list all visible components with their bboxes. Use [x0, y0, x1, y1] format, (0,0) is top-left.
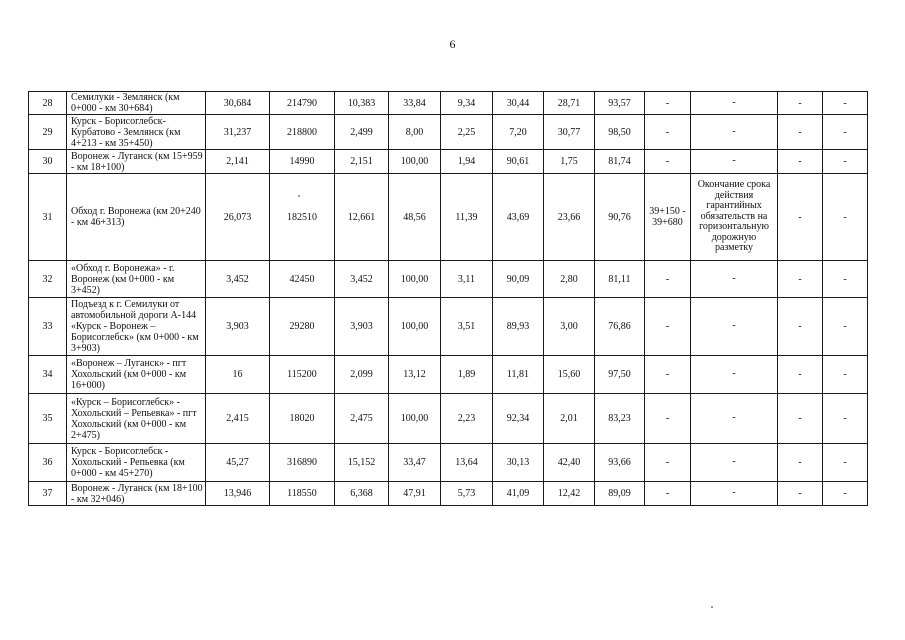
cell-c7: 15,60	[544, 356, 595, 394]
cell-no: 31	[29, 174, 67, 261]
cell-c12: -	[823, 115, 868, 150]
cell-pct-norm: 100,00	[389, 150, 441, 174]
cell-c10: -	[691, 444, 778, 482]
cell-c9: -	[645, 261, 691, 298]
cell-no: 33	[29, 298, 67, 356]
table-row	[29, 261, 868, 298]
cell-c12: -	[823, 92, 868, 115]
cell-length: 31,237	[206, 115, 270, 150]
cell-c10: -	[691, 150, 778, 174]
cell-c6: 41,09	[493, 482, 544, 506]
cell-c10: -	[691, 115, 778, 150]
cell-area: 18020	[270, 394, 335, 444]
cell-no: 28	[29, 92, 67, 115]
table-row	[29, 444, 868, 482]
table-row	[29, 356, 868, 394]
cell-len-norm: 3,452	[335, 261, 389, 298]
cell-c10: -	[691, 92, 778, 115]
cell-c10: -	[691, 356, 778, 394]
cell-len-norm: 12,661	[335, 174, 389, 261]
page-number: 6	[449, 37, 456, 51]
cell-pct-norm: 100,00	[389, 394, 441, 444]
cell-c11: -	[778, 150, 823, 174]
cell-c12: -	[823, 356, 868, 394]
cell-no: 32	[29, 261, 67, 298]
cell-c8: 90,76	[595, 174, 645, 261]
cell-area: 218800	[270, 115, 335, 150]
cell-c7: 30,77	[544, 115, 595, 150]
cell-pct-norm: 48,56	[389, 174, 441, 261]
cell-c6: 90,61	[493, 150, 544, 174]
cell-c12: -	[823, 394, 868, 444]
cell-c8: 83,23	[595, 394, 645, 444]
cell-no: 36	[29, 444, 67, 482]
cell-c5: 2,25	[441, 115, 493, 150]
scan-speck	[711, 606, 713, 608]
cell-c11: -	[778, 356, 823, 394]
cell-c11: -	[778, 92, 823, 115]
cell-c7: 2,80	[544, 261, 595, 298]
cell-c7: 2,01	[544, 394, 595, 444]
cell-c6: 43,69	[493, 174, 544, 261]
cell-len-norm: 2,475	[335, 394, 389, 444]
cell-len-norm: 2,151	[335, 150, 389, 174]
cell-no: 37	[29, 482, 67, 506]
cell-area: 14990	[270, 150, 335, 174]
cell-c6: 30,13	[493, 444, 544, 482]
cell-c5: 9,34	[441, 92, 493, 115]
cell-length: 2,415	[206, 394, 270, 444]
cell-c6: 11,81	[493, 356, 544, 394]
cell-len-norm: 2,499	[335, 115, 389, 150]
cell-area: 214790	[270, 92, 335, 115]
cell-c5: 1,94	[441, 150, 493, 174]
cell-area: 182510	[270, 174, 335, 261]
cell-pct-norm: 100,00	[389, 298, 441, 356]
cell-area: 29280	[270, 298, 335, 356]
cell-c9: -	[645, 115, 691, 150]
cell-name: Воронеж - Луганск (км 15+959 - км 18+100)	[67, 150, 206, 174]
cell-c12: -	[823, 174, 868, 261]
cell-c11: -	[778, 444, 823, 482]
cell-len-norm: 10,383	[335, 92, 389, 115]
cell-c8: 93,66	[595, 444, 645, 482]
cell-c6: 92,34	[493, 394, 544, 444]
table-row	[29, 174, 868, 261]
cell-length: 26,073	[206, 174, 270, 261]
cell-len-norm: 15,152	[335, 444, 389, 482]
cell-c9: -	[645, 150, 691, 174]
cell-c7: 3,00	[544, 298, 595, 356]
cell-length: 13,946	[206, 482, 270, 506]
cell-c10: Окончание срока действия гарантийных обязательств на горизонтальную дорожную разметку	[691, 174, 778, 261]
cell-name: Семилуки - Землянск (км 0+000 - км 30+684)	[67, 92, 206, 115]
cell-length: 3,452	[206, 261, 270, 298]
cell-c10: -	[691, 394, 778, 444]
cell-length: 2,141	[206, 150, 270, 174]
cell-pct-norm: 100,00	[389, 261, 441, 298]
cell-len-norm: 3,903	[335, 298, 389, 356]
cell-c11: -	[778, 482, 823, 506]
cell-c8: 89,09	[595, 482, 645, 506]
table-row	[29, 298, 868, 356]
cell-c8: 76,86	[595, 298, 645, 356]
cell-c5: 13,64	[441, 444, 493, 482]
cell-c11: -	[778, 115, 823, 150]
cell-c6: 90,09	[493, 261, 544, 298]
cell-pct-norm: 47,91	[389, 482, 441, 506]
cell-c9: 39+150 - 39+680	[645, 174, 691, 261]
cell-c9: -	[645, 482, 691, 506]
table-row	[29, 394, 868, 444]
cell-pct-norm: 33,47	[389, 444, 441, 482]
cell-name: Обход г. Воронежа (км 20+240 - км 46+313)	[67, 174, 206, 261]
cell-c7: 12,42	[544, 482, 595, 506]
cell-area: 115200	[270, 356, 335, 394]
cell-name: Воронеж - Луганск (км 18+100 - км 32+046)	[67, 482, 206, 506]
cell-area: 118550	[270, 482, 335, 506]
table-row	[29, 115, 868, 150]
cell-pct-norm: 33,84	[389, 92, 441, 115]
cell-len-norm: 2,099	[335, 356, 389, 394]
cell-c10: -	[691, 298, 778, 356]
cell-no: 35	[29, 394, 67, 444]
cell-c5: 1,89	[441, 356, 493, 394]
cell-c12: -	[823, 482, 868, 506]
table-row	[29, 150, 868, 174]
cell-c5: 3,11	[441, 261, 493, 298]
cell-pct-norm: 8,00	[389, 115, 441, 150]
cell-length: 3,903	[206, 298, 270, 356]
cell-c6: 7,20	[493, 115, 544, 150]
cell-c9: -	[645, 356, 691, 394]
cell-area: 316890	[270, 444, 335, 482]
cell-c11: -	[778, 394, 823, 444]
cell-name: «Воронеж – Луганск» - пгт Хохольский (км 0+000 - км 16+000)	[67, 356, 206, 394]
cell-pct-norm: 13,12	[389, 356, 441, 394]
cell-c9: -	[645, 92, 691, 115]
cell-c9: -	[645, 394, 691, 444]
cell-no: 29	[29, 115, 67, 150]
cell-c8: 81,74	[595, 150, 645, 174]
cell-name: Курск - Борисоглебск-Курбатово - Землянск (км 4+213 - км 35+450)	[67, 115, 206, 150]
cell-c9: -	[645, 298, 691, 356]
cell-name: Подъезд к г. Семилуки от автомобильной дороги А-144 «Курск - Воронеж – Борисоглебск» (км 0+000 - км 3+903)	[67, 298, 206, 356]
cell-c12: -	[823, 261, 868, 298]
cell-c11: -	[778, 174, 823, 261]
cell-c5: 3,51	[441, 298, 493, 356]
table-row	[29, 482, 868, 506]
cell-c7: 23,66	[544, 174, 595, 261]
cell-c6: 89,93	[493, 298, 544, 356]
cell-c11: -	[778, 261, 823, 298]
cell-c12: -	[823, 444, 868, 482]
cell-c8: 81,11	[595, 261, 645, 298]
roads-table	[28, 91, 868, 506]
cell-c8: 97,50	[595, 356, 645, 394]
cell-length: 45,27	[206, 444, 270, 482]
cell-no: 34	[29, 356, 67, 394]
cell-no: 30	[29, 150, 67, 174]
cell-len-norm: 6,368	[335, 482, 389, 506]
cell-c5: 2,23	[441, 394, 493, 444]
cell-name: «Курск – Борисоглебск» - Хохольский – Репьевка» - пгт Хохольский (км 0+000 - км 2+475)	[67, 394, 206, 444]
cell-c9: -	[645, 444, 691, 482]
cell-c7: 28,71	[544, 92, 595, 115]
table-body	[29, 92, 868, 506]
cell-length: 30,684	[206, 92, 270, 115]
cell-c11: -	[778, 298, 823, 356]
cell-c7: 42,40	[544, 444, 595, 482]
cell-c7: 1,75	[544, 150, 595, 174]
cell-c5: 11,39	[441, 174, 493, 261]
cell-name: Курск - Борисоглебск - Хохольский - Репьевка (км 0+000 - км 45+270)	[67, 444, 206, 482]
cell-length: 16	[206, 356, 270, 394]
cell-name: «Обход г. Воронежа» - г. Воронеж (км 0+000 - км 3+452)	[67, 261, 206, 298]
cell-c12: -	[823, 298, 868, 356]
cell-c8: 98,50	[595, 115, 645, 150]
cell-c10: -	[691, 482, 778, 506]
scan-speck	[298, 195, 300, 197]
cell-c5: 5,73	[441, 482, 493, 506]
cell-c10: -	[691, 261, 778, 298]
table-row	[29, 92, 868, 115]
cell-c12: -	[823, 150, 868, 174]
cell-area: 42450	[270, 261, 335, 298]
cell-c6: 30,44	[493, 92, 544, 115]
cell-c8: 93,57	[595, 92, 645, 115]
